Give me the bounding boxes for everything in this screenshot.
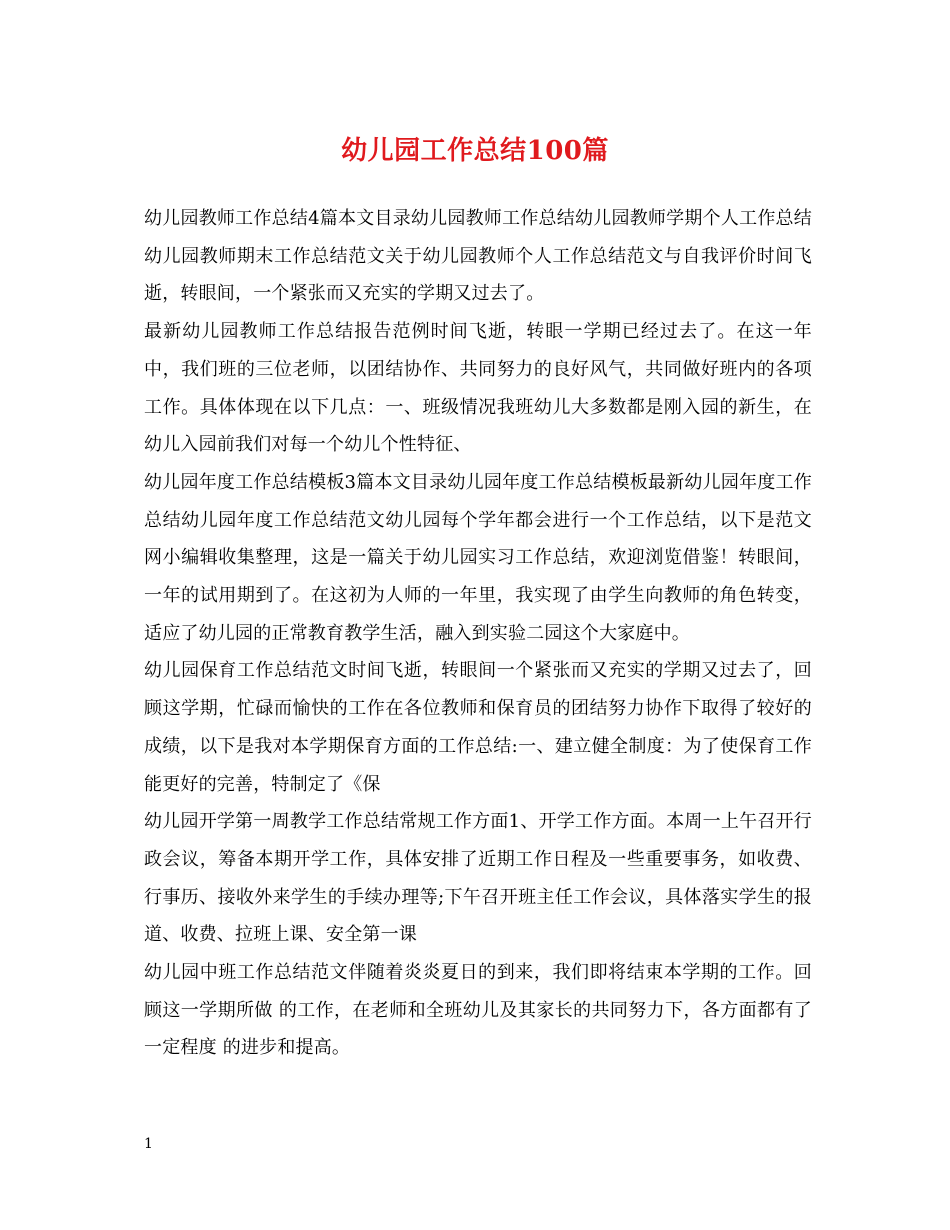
paragraph-annual-template: 幼儿园年度工作总结模板3篇本文目录幼儿园年度工作总结模板最新幼儿园年度工作总结幼儿园年度工作总结范文幼儿园每个学年都会进行一个工作总结，以下是范文网小编辑收集整理，这是一篇关于幼儿园实习工作总结，欢迎浏览借鉴！转眼间，一年的试用期到了。在这初为人师的一年里，我实现了由学生向教师的角色转变， 适应了幼儿园的正常教育教学生活，融入到实验二园这个大家庭中。 <box>144 471 812 644</box>
paragraph-care-summary: 幼儿园保育工作总结范文时间飞逝，转眼间一个紧张而又充实的学期又过去了，回顾这学期，忙碌而愉快的工作在各位教师和保育员的团结努力协作下取得了较好的成绩，以下是我对本学期保育方面的工作总结:一、建立健全制度：为了使保育工作能更好的完善，特制定了《保 <box>144 660 812 795</box>
document-body <box>144 200 812 1067</box>
document-title: 幼儿园工作总结100篇 <box>341 136 609 166</box>
paragraph-middle-class: 幼儿园中班工作总结范文伴随着炎炎夏日的到来，我们即将结束本学期的工作。回顾这一学期所做 的工作，在老师和全班幼儿及其家长的共同努力下，各方面都有了一定程度 的进步和提高。 <box>144 962 812 1059</box>
paragraph-report-example: 最新幼儿园教师工作总结报告范例时间飞逝，转眼一学期已经过去了。在这一年中，我们班的三位老师，以团结协作、共同努力的良好风气，共同做好班内的各项工作。具体体现在以下几点：一、班级情况我班幼儿大多数都是刚入园的新生，在幼儿入园前我们对每一个幼儿个性特征、 <box>144 321 812 456</box>
paragraph-teacher-summary: 幼儿园教师工作总结4篇本文目录幼儿园教师工作总结幼儿园教师学期个人工作总结幼儿园教师期末工作总结范文关于幼儿园教师个人工作总结范文与自我评价时间飞逝，转眼间，一个紧张而又充实的学期又过去了。 <box>144 208 812 305</box>
page-number: 1 <box>144 1136 153 1152</box>
paragraph-first-week: 幼儿园开学第一周教学工作总结常规工作方面1、开学工作方面。本周一上午召开行政会议，筹备本期开学工作，具体安排了近期工作日程及一些重要事务，如收费、行事历、接收外来学生的手续办理等;下午召开班主任工作会议，具体落实学生的报道、收费、拉班上课、安全第一课 <box>144 811 812 946</box>
